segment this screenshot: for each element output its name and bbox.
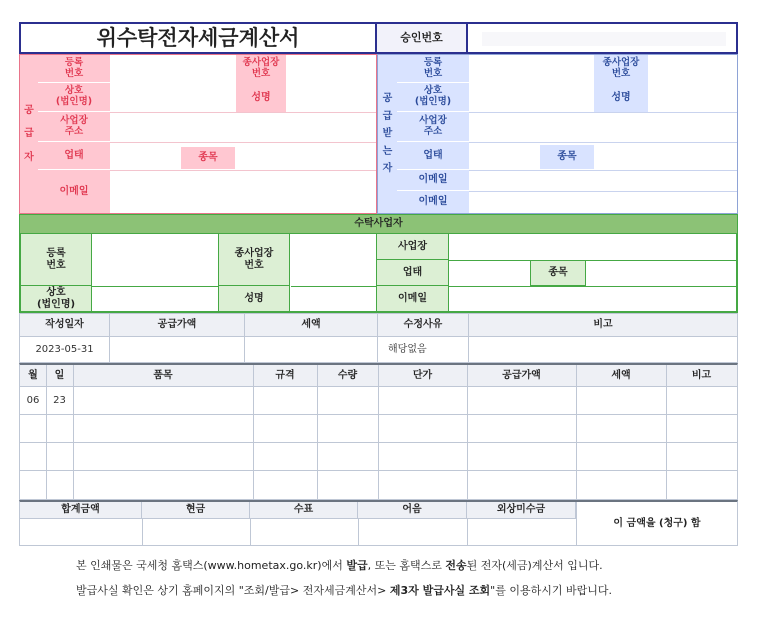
items-row1-qty [317, 387, 378, 414]
receiver-divider [469, 170, 737, 171]
items-header-day: 일 [54, 369, 65, 381]
totals-col-line [142, 518, 143, 545]
items-header-supply: 공급가액 [502, 369, 541, 381]
items-header-note: 비고 [691, 369, 712, 381]
supplier-email-label: 이메일 [38, 170, 110, 213]
summary-date-value: 2023-05-31 [20, 337, 110, 362]
receiver-divider [469, 142, 737, 143]
totals-divider [20, 518, 576, 519]
trustee-email-label: 이메일 [376, 286, 449, 311]
items-row4 [20, 471, 737, 499]
totals-col-line [358, 518, 359, 545]
totals-col-line [467, 518, 468, 545]
items-row3 [20, 443, 737, 470]
summary-header-supply: 공급가액 [110, 314, 245, 336]
receiver-company-label: 상호 (법인명) [397, 83, 469, 112]
trustee-sub-biz-label: 종사업장 번호 [218, 234, 290, 286]
approval-number-field [468, 22, 738, 54]
summary-header-reason: 수정사유 [378, 314, 469, 336]
items-row1-tax [576, 387, 666, 414]
summary-header-note: 비고 [469, 314, 737, 336]
supplier-divider [110, 142, 376, 143]
totals-header-cash: 현금 [142, 502, 250, 518]
trustee-divider [449, 286, 736, 287]
totals-header-credit: 외상미수금 [467, 502, 576, 518]
totals-col-line [250, 518, 251, 545]
items-header-item: 품목 [153, 369, 173, 381]
receiver-address-label: 사업장 주소 [397, 112, 469, 142]
trustee-reg-no-label: 등록 번호 [21, 234, 92, 286]
trustee-divider [92, 286, 218, 287]
items-header-qty: 수량 [337, 369, 358, 381]
receiver-email2-label: 이메일 [397, 191, 469, 213]
summary-supply-value [110, 337, 245, 362]
summary-tax-value [245, 337, 378, 362]
supplier-item-label: 종목 [181, 147, 235, 169]
items-row1-supply [467, 387, 576, 414]
items-header-spec: 규격 [275, 369, 295, 381]
approval-redaction [482, 32, 726, 46]
supplier-name-label: 성명 [236, 83, 286, 112]
summary-header-date: 작성일자 [20, 314, 110, 336]
items-row1-month: 06 [26, 394, 40, 406]
supplier-biz-type-label: 업태 [38, 142, 110, 170]
items-row1-day: 23 [53, 394, 66, 406]
receiver-side-label: 공 급 받 는 자 [378, 55, 397, 213]
summary-note-value [469, 337, 737, 362]
approval-label: 승인번호 [400, 30, 443, 44]
receiver-item-label: 종목 [540, 145, 594, 169]
footer-note-2: 발급사실 확인은 상기 홈페이지의 "조회/발급> 전자세금계산서> 제3자 발급사실 조회"를 이용하시기 바랍니다. [76, 584, 612, 597]
receiver-divider [469, 191, 737, 192]
receiver-sub-biz-label: 종사업장 번호 [594, 55, 648, 83]
invoice-title-cell [19, 22, 377, 54]
supplier-sub-biz-label: 종사업장 번호 [236, 55, 286, 83]
items-row1-unit-price [378, 387, 467, 414]
supplier-side-label: 공 급 자 [20, 55, 38, 213]
items-row2 [20, 415, 737, 442]
supplier-reg-no-label: 등록 번호 [38, 55, 110, 83]
totals-header-check: 수표 [250, 502, 358, 518]
trustee-name-label: 성명 [218, 286, 290, 311]
invoice-title: 위수탁전자세금계산서 [96, 25, 300, 50]
receiver-email1-label: 이메일 [397, 170, 469, 191]
items-row1-item [73, 387, 253, 414]
receiver-name-label: 성명 [594, 83, 648, 112]
supplier-company-label: 상호 (법인명) [38, 83, 110, 112]
trustee-divider [291, 286, 376, 287]
trustee-item-label: 종목 [530, 260, 586, 286]
trustee-header: 수탁사업자 [19, 214, 738, 234]
totals-header-total: 합계금액 [20, 502, 142, 518]
supplier-divider [110, 112, 376, 113]
receiver-biz-type-label: 업태 [397, 142, 469, 170]
summary-reason-value: 해당없음 [378, 337, 469, 362]
supplier-divider [110, 170, 376, 171]
totals-claim-text: 이 금액을 (청구) 함 [613, 517, 701, 529]
supplier-address-label: 사업장 주소 [38, 112, 110, 142]
footer-note-1: 본 인쇄물은 국세청 홈택스(www.hometax.go.kr)에서 발급, 또는 홈택스로 전송된 전자(세금)계산서 입니다. [76, 559, 603, 572]
approval-label-cell [377, 22, 468, 54]
trustee-divider [449, 260, 736, 261]
totals-header-bill: 어음 [358, 502, 467, 518]
trustee-company-label: 상호 (법인명) [21, 286, 92, 311]
items-header-unit-price: 단가 [412, 369, 433, 381]
summary-header-tax: 세액 [245, 314, 378, 336]
receiver-reg-no-label: 등록 번호 [397, 55, 469, 83]
trustee-biz-type-label: 업태 [376, 260, 449, 286]
items-row1-note [666, 387, 737, 414]
receiver-divider [469, 112, 737, 113]
items-header-month: 월 [28, 369, 38, 381]
trustee-address-label: 사업장 [376, 234, 449, 260]
items-row1-spec [253, 387, 317, 414]
items-header-tax: 세액 [611, 369, 631, 381]
